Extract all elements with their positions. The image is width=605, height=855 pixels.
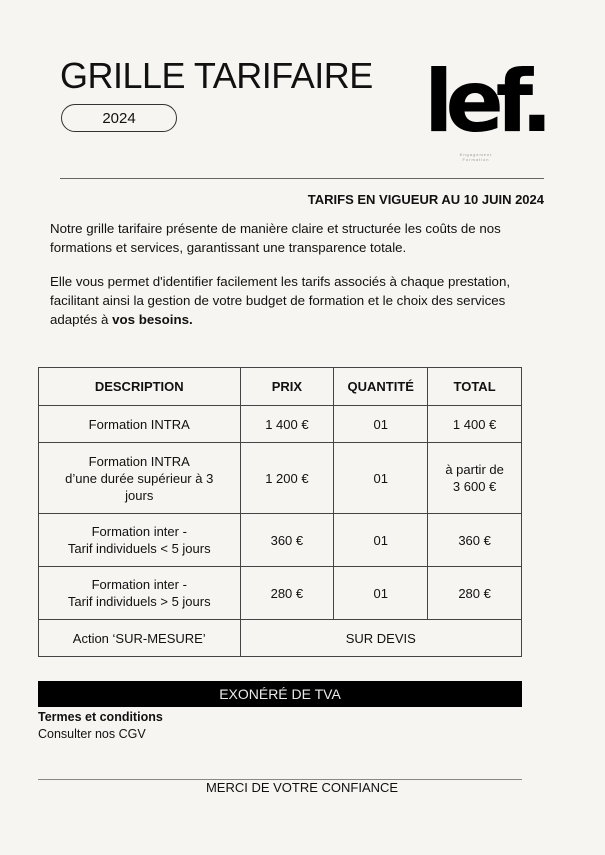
- description-line: Formation INTRA: [88, 416, 190, 432]
- header-price: PRIX: [240, 368, 334, 406]
- company-logo: [424, 52, 546, 162]
- cell-quantity: 01: [334, 443, 428, 514]
- total-line: à partir de: [445, 462, 504, 477]
- total-line: 1 400 €: [452, 416, 497, 432]
- intro-paragraph-2: [50, 272, 550, 329]
- cell-description: [39, 514, 241, 567]
- cell-quote-on-request: SUR DEVIS: [240, 620, 522, 657]
- tva-exemption-banner: EXONÉRÉ DE TVA: [38, 681, 522, 707]
- intro-paragraph-2-emphasis: vos besoins.: [112, 312, 193, 327]
- cell-price: 280 €: [240, 567, 334, 620]
- header-divider: [60, 178, 544, 179]
- cell-total: [428, 443, 522, 514]
- description-line: Tarif individuels > 5 jours: [67, 594, 211, 609]
- total-line: 280 €: [458, 585, 491, 601]
- price-table: [38, 367, 522, 657]
- cell-total: [428, 406, 522, 443]
- description-line: Formation inter -: [91, 577, 187, 592]
- cell-description: [39, 406, 241, 443]
- cell-description: [39, 567, 241, 620]
- table-row: [39, 443, 522, 514]
- table-header-row: [39, 368, 522, 406]
- description-line: Action ‘SUR-MESURE’: [72, 630, 206, 646]
- header-quantity: QUANTITÉ: [334, 368, 428, 406]
- terms-link[interactable]: Consulter nos CGV: [38, 727, 146, 741]
- description-line: Tarif individuels < 5 jours: [67, 541, 211, 556]
- terms-title: Termes et conditions: [38, 710, 163, 724]
- logo-tagline-line2: Formation: [462, 157, 490, 162]
- cell-price: 1 200 €: [240, 443, 334, 514]
- description-line: d’une durée supérieur à 3: [65, 470, 214, 486]
- table-row: [39, 406, 522, 443]
- cell-price: 360 €: [240, 514, 334, 567]
- footer-thanks: MERCI DE VOTRE CONFIANCE: [205, 780, 399, 795]
- table-row: [39, 567, 522, 620]
- effective-date: TARIFS EN VIGUEUR AU 10 JUIN 2024: [307, 192, 544, 207]
- total-line: 360 €: [458, 532, 491, 548]
- logo-tagline-line1: Engagement: [459, 152, 493, 157]
- cell-description: [39, 620, 241, 657]
- cell-price: 1 400 €: [240, 406, 334, 443]
- intro-paragraph-2-text: Elle vous permet d'identifier facilement les tarifs associés à chaque prestation, facilitant ainsi la gestion de votre budget de formation et le choix des services adaptés à: [50, 274, 511, 327]
- cell-quantity: 01: [334, 567, 428, 620]
- cell-description: [39, 443, 241, 514]
- description-line: jours: [125, 487, 154, 503]
- cell-total: [428, 514, 522, 567]
- cell-quantity: 01: [334, 514, 428, 567]
- description-line: Formation inter -: [91, 524, 187, 539]
- logo-wordmark: lef.: [424, 52, 546, 152]
- cell-quantity: 01: [334, 406, 428, 443]
- header-total: TOTAL: [428, 368, 522, 406]
- header-description: DESCRIPTION: [39, 368, 241, 406]
- logo-tagline: [446, 152, 506, 162]
- table-row: [39, 620, 522, 657]
- table-row: [39, 514, 522, 567]
- page-title: GRILLE TARIFAIRE: [60, 55, 373, 96]
- cell-total: [428, 567, 522, 620]
- description-line: Formation INTRA: [88, 453, 190, 469]
- intro-paragraph-1: Notre grille tarifaire présente de manière claire et structurée les coûts de nos formations et services, garantissant une transparence totale.: [50, 221, 501, 255]
- year-badge: 2024: [61, 104, 177, 132]
- total-line: 3 600 €: [452, 479, 497, 494]
